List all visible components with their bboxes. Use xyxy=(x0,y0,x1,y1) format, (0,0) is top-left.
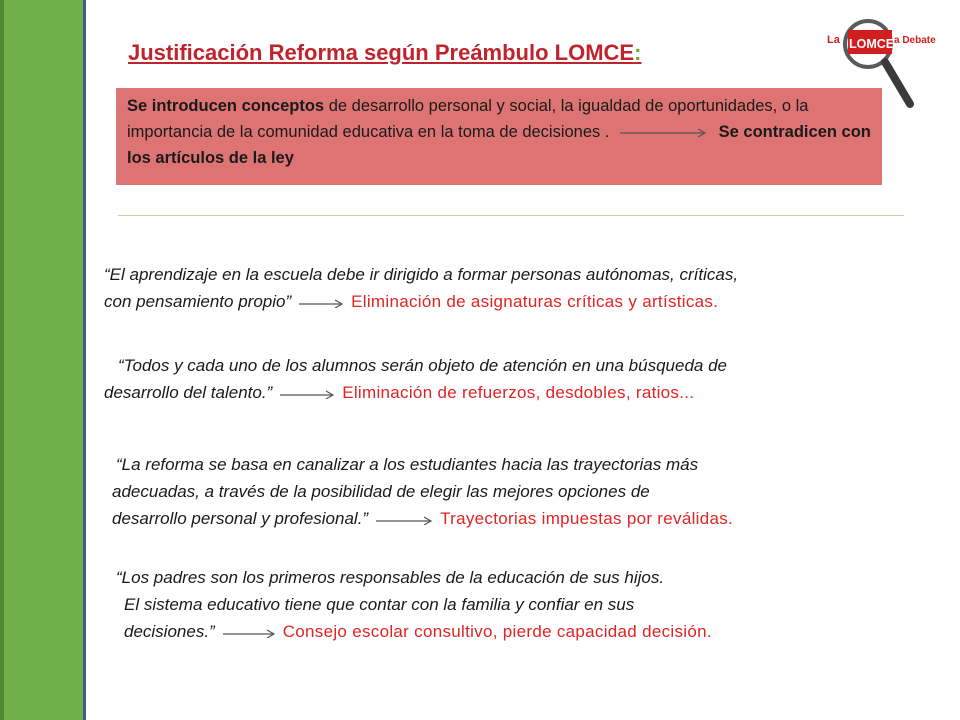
quote-4-consequence: Consejo escolar consultivo, pierde capacidad decisión. xyxy=(282,622,712,641)
quote-3-line-2: adecuadas, a través de la posibilidad de elegir las mejores opciones de xyxy=(112,482,650,501)
sidebar-edge xyxy=(0,0,4,720)
quote-4-line-1: “Los padres son los primeros responsables de la educación de sus hijos. xyxy=(116,568,665,587)
arrow-icon xyxy=(374,515,434,525)
quote-1-consequence: Eliminación de asignaturas críticas y artísticas. xyxy=(351,292,719,311)
quote-4-line-2: El sistema educativo tiene que contar con la familia y confiar en sus xyxy=(124,595,635,614)
quote-2-consequence: Eliminación de refuerzos, desdobles, ratios... xyxy=(342,383,695,402)
quote-block-3 xyxy=(112,451,733,532)
sidebar-decoration xyxy=(0,0,86,720)
quote-1-line-2: con pensamiento propio” Eliminación de asignaturas críticas y artísticas. xyxy=(104,292,719,311)
quote-block-4 xyxy=(116,564,712,645)
quote-2-line-2: desarrollo del talento.” Eliminación de refuerzos, desdobles, ratios... xyxy=(104,383,695,402)
arrow-icon xyxy=(297,298,345,308)
intro-bold-lead: Se introducen conceptos xyxy=(127,97,325,115)
quote-block-1 xyxy=(104,261,738,315)
slide-title xyxy=(128,40,641,66)
arrow-icon xyxy=(620,128,708,138)
intro-box xyxy=(116,88,882,185)
slide-title-colon: : xyxy=(634,40,642,65)
logo-text-center: LOMCE xyxy=(849,37,895,51)
quote-1-line-1: “El aprendizaje en la escuela debe ir dirigido a formar personas autónomas, críticas, xyxy=(104,265,739,284)
quote-3-consequence: Trayectorias impuestas por reválidas. xyxy=(440,509,734,528)
quote-3-line-3: desarrollo personal y profesional.” Trayectorias impuestas por reválidas. xyxy=(112,509,734,528)
intro-conclusion: Se contradicen con los artículos de la ley xyxy=(127,123,871,167)
divider-line xyxy=(118,215,904,216)
logo-text-right: a Debate xyxy=(894,35,936,46)
arrow-icon xyxy=(278,389,336,399)
slide-title-text: Justificación Reforma según Preámbulo LOMCE xyxy=(128,40,635,65)
quote-2-line-1: “Todos y cada uno de los alumnos serán objeto de atención en una búsqueda de xyxy=(118,356,727,375)
quote-3-line-1: “La reforma se basa en canalizar a los estudiantes hacia las trayectorias más xyxy=(116,455,699,474)
intro-text: de desarrollo personal y social, la igualdad de oportunidades, o la importancia de la comunidad educativa en la toma de decisiones . xyxy=(127,97,809,141)
arrow-icon xyxy=(221,628,277,638)
quote-4-line-3: decisiones.” Consejo escolar consultivo, pierde capacidad decisión. xyxy=(124,622,712,641)
logo-text-left: La xyxy=(827,34,840,46)
quote-block-2 xyxy=(104,352,727,406)
